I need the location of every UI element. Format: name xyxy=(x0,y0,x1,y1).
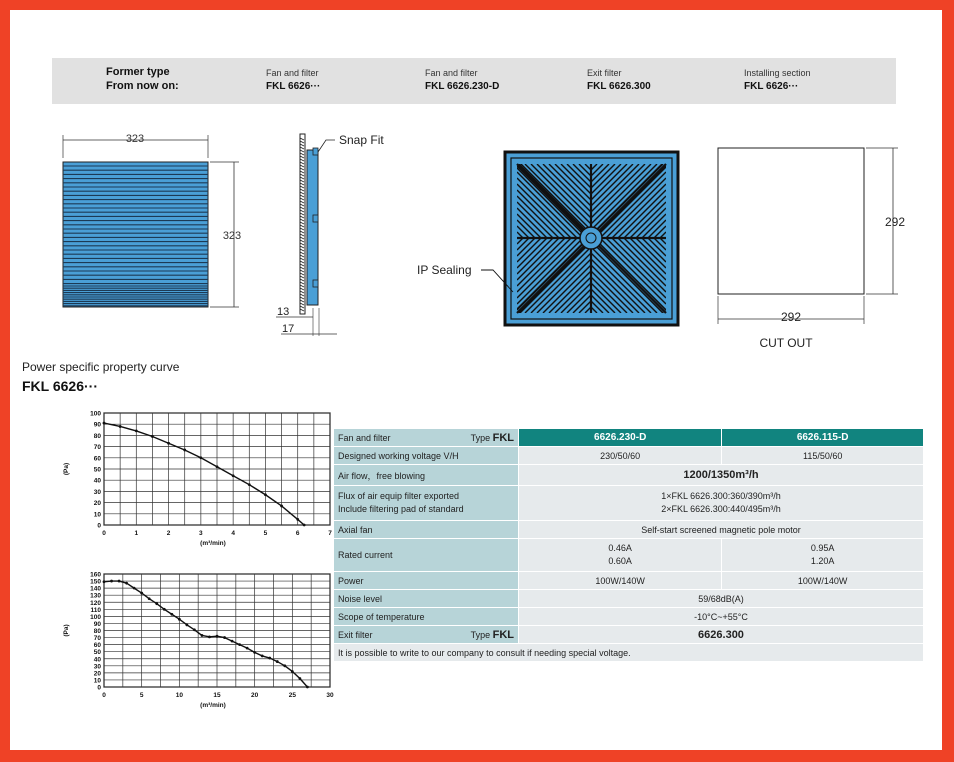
col-header-1: 6626.230-D xyxy=(519,429,722,447)
x-tick-label: 5 xyxy=(139,692,144,699)
former-type-label: Former type xyxy=(106,66,170,78)
y-tick-label: 40 xyxy=(93,477,101,485)
data-point xyxy=(133,587,136,590)
table-row xyxy=(334,539,924,572)
table-note: It is possible to write to our company to consult if needing special voltage. xyxy=(334,644,924,662)
curve-title: Power specific property curve xyxy=(22,360,180,374)
y-tick-label: 90 xyxy=(93,421,101,429)
snap-fit-label: Snap Fit xyxy=(339,133,384,147)
header-label: Fan and filter xyxy=(338,432,391,443)
table-row xyxy=(334,608,924,626)
table-row xyxy=(334,486,924,521)
data-point xyxy=(238,643,241,646)
power-value-2: 100W/140W xyxy=(722,572,924,590)
table-row xyxy=(334,644,924,662)
data-point xyxy=(163,608,166,611)
y-tick-label: 30 xyxy=(93,488,101,496)
data-point xyxy=(151,435,154,438)
temp-value: -10°C~+55°C xyxy=(519,608,924,626)
chart-top xyxy=(60,405,330,555)
data-point xyxy=(183,449,186,452)
exit-value: 6626.300 xyxy=(519,626,924,644)
data-point xyxy=(231,640,234,643)
x-axis-label: (m³/min) xyxy=(200,702,226,709)
current-col1 xyxy=(519,539,722,572)
data-point xyxy=(296,518,299,521)
table-header-label-cell xyxy=(334,429,519,447)
page xyxy=(10,10,942,750)
power-label: Power xyxy=(334,572,519,590)
y-tick-label: 60 xyxy=(93,455,101,463)
noise-label: Noise level xyxy=(334,590,519,608)
x-tick-label: 5 xyxy=(263,530,268,537)
current-a2: 0.60A xyxy=(608,556,632,566)
data-point xyxy=(193,628,196,631)
data-point xyxy=(199,456,202,459)
data-point xyxy=(283,664,286,667)
y-tick-label: 60 xyxy=(93,642,101,650)
table-row xyxy=(334,465,924,486)
data-point xyxy=(148,597,151,600)
data-point xyxy=(264,493,267,496)
data-point xyxy=(298,677,301,680)
type-prefix: Type xyxy=(470,432,491,443)
y-tick-label: 100 xyxy=(90,613,101,621)
table-row xyxy=(334,572,924,590)
y-tick-label: 150 xyxy=(90,578,101,586)
cutout-width-dim: 292 xyxy=(780,310,802,324)
flux-value-line1: 1×FKL 6626.300:360/390m³/h xyxy=(661,491,781,501)
data-point xyxy=(170,613,173,616)
data-point xyxy=(246,647,249,650)
ip-sealing-label: IP Sealing xyxy=(417,263,472,277)
front-width-dim: 323 xyxy=(125,133,145,145)
current-b2: 1.20A xyxy=(810,556,835,566)
col-header-2: 6626.115-D xyxy=(722,429,924,447)
data-point xyxy=(201,634,204,637)
data-point xyxy=(185,623,188,626)
current-col2 xyxy=(722,539,924,572)
header-col1-label: Fan and filter xyxy=(266,68,319,78)
data-point xyxy=(303,524,306,527)
from-now-on-label: From now on: xyxy=(106,80,179,92)
y-tick-label: 110 xyxy=(90,606,101,614)
current-b1: 0.95A xyxy=(810,543,835,553)
table-row xyxy=(334,590,924,608)
axial-value: Self-start screened magnetic pole motor xyxy=(519,521,924,539)
y-axis-label: (Pa) xyxy=(63,462,70,476)
data-point xyxy=(223,636,226,639)
data-point xyxy=(291,670,294,673)
data-point xyxy=(155,602,158,605)
x-tick-label: 0 xyxy=(102,692,106,699)
x-tick-label: 7 xyxy=(328,530,332,537)
power-value-1: 100W/140W xyxy=(519,572,722,590)
table-row xyxy=(334,521,924,539)
x-tick-label: 20 xyxy=(251,692,259,699)
y-tick-label: 10 xyxy=(93,677,101,685)
y-tick-label: 160 xyxy=(90,571,101,579)
table-row xyxy=(334,447,924,465)
axial-label: Axial fan xyxy=(334,521,519,539)
x-tick-label: 15 xyxy=(213,692,221,699)
y-tick-label: 30 xyxy=(93,663,101,671)
flux-label-line1: Flux of air equip filter exported xyxy=(338,491,460,501)
header-col3-label: Exit filter xyxy=(587,68,622,78)
y-tick-label: 140 xyxy=(90,585,101,593)
side-view-drawing xyxy=(276,133,384,336)
y-tick-label: 90 xyxy=(93,620,101,628)
table-row xyxy=(334,429,924,447)
dim-13: 13 xyxy=(277,306,290,318)
chart-bottom xyxy=(60,568,334,710)
y-tick-label: 70 xyxy=(93,444,101,452)
data-point xyxy=(110,580,113,583)
voltage-label: Designed working voltage V/H xyxy=(334,447,519,465)
voltage-value-2: 115/50/60 xyxy=(722,447,924,465)
data-point xyxy=(178,618,181,621)
flux-label xyxy=(334,486,519,521)
header-col3-value: FKL 6626.300 xyxy=(587,81,651,92)
exit-label: Exit filter xyxy=(338,629,373,640)
y-axis-label: (Pa) xyxy=(63,624,70,637)
y-tick-label: 10 xyxy=(93,511,101,519)
data-point xyxy=(261,655,264,658)
data-point xyxy=(208,635,211,638)
data-point xyxy=(167,442,170,445)
exit-label-cell xyxy=(334,626,519,644)
data-point xyxy=(248,483,251,486)
data-point xyxy=(253,651,256,654)
type-model: FKL xyxy=(492,431,514,444)
current-a1: 0.46A xyxy=(608,543,632,553)
data-point xyxy=(276,660,279,663)
y-tick-label: 40 xyxy=(93,656,101,664)
y-tick-label: 120 xyxy=(90,599,101,607)
y-tick-label: 130 xyxy=(90,592,101,600)
data-point xyxy=(216,635,219,638)
y-tick-label: 50 xyxy=(93,649,101,657)
y-tick-label: 50 xyxy=(93,466,101,474)
header-col2-value: FKL 6626.230-D xyxy=(425,81,500,92)
x-tick-label: 4 xyxy=(231,530,235,537)
exit-type-prefix: Type xyxy=(470,629,491,640)
data-point xyxy=(118,580,121,583)
exit-type-model: FKL xyxy=(492,628,514,641)
y-tick-label: 0 xyxy=(97,522,101,530)
x-tick-label: 6 xyxy=(295,530,300,537)
y-tick-label: 0 xyxy=(97,684,101,692)
data-point xyxy=(268,657,271,660)
flux-value xyxy=(519,486,924,521)
airflow-value: 1200/1350m³/h xyxy=(519,465,924,486)
data-point xyxy=(232,474,235,477)
spec-table xyxy=(333,428,924,662)
cutout-label: CUT OUT xyxy=(759,336,813,350)
x-tick-label: 0 xyxy=(102,530,106,537)
front-view-drawing xyxy=(63,133,241,307)
voltage-value-1: 230/50/60 xyxy=(519,447,722,465)
header-col4-label: Installing section xyxy=(744,68,811,78)
header-col2-label: Fan and filter xyxy=(425,68,478,78)
data-point xyxy=(125,582,128,585)
y-tick-label: 80 xyxy=(93,432,101,440)
data-point xyxy=(103,580,106,583)
noise-value: 59/68dB(A) xyxy=(519,590,924,608)
current-label: Rated current xyxy=(334,539,519,572)
header-col4-value: FKL 6626··· xyxy=(744,81,799,92)
table-row xyxy=(334,626,924,644)
filter-grille-drawing xyxy=(417,152,678,325)
x-tick-label: 30 xyxy=(326,692,334,699)
y-tick-label: 100 xyxy=(90,410,101,418)
x-tick-label: 2 xyxy=(166,530,171,537)
data-point xyxy=(119,425,122,428)
cutout-drawing xyxy=(718,148,905,350)
data-point xyxy=(140,592,143,595)
y-tick-label: 70 xyxy=(93,635,101,643)
cutout-height-dim: 292 xyxy=(884,215,906,229)
flux-value-line2: 2×FKL 6626.300:440/495m³/h xyxy=(661,504,781,514)
data-point xyxy=(216,465,219,468)
x-axis-label: (m³/min) xyxy=(200,540,226,547)
data-point xyxy=(306,686,309,689)
y-tick-label: 80 xyxy=(93,628,101,635)
data-point xyxy=(280,505,283,508)
technical-drawings xyxy=(10,10,942,355)
data-point xyxy=(103,422,106,425)
temp-label: Scope of temperature xyxy=(334,608,519,626)
dim-17: 17 xyxy=(282,323,295,335)
y-tick-label: 20 xyxy=(93,500,101,508)
flux-label-line2: Include filtering pad of standard xyxy=(338,504,464,514)
header-col1-value: FKL 6626··· xyxy=(266,81,321,92)
data-point xyxy=(135,430,138,433)
x-tick-label: 1 xyxy=(134,530,139,537)
y-tick-label: 20 xyxy=(93,670,101,678)
airflow-label: Air flow，free blowing xyxy=(334,465,519,486)
x-tick-label: 10 xyxy=(175,692,183,699)
curve-model: FKL 6626··· xyxy=(22,378,98,394)
front-height-dim: 323 xyxy=(222,230,242,242)
x-tick-label: 25 xyxy=(288,692,296,699)
x-tick-label: 3 xyxy=(199,530,203,537)
